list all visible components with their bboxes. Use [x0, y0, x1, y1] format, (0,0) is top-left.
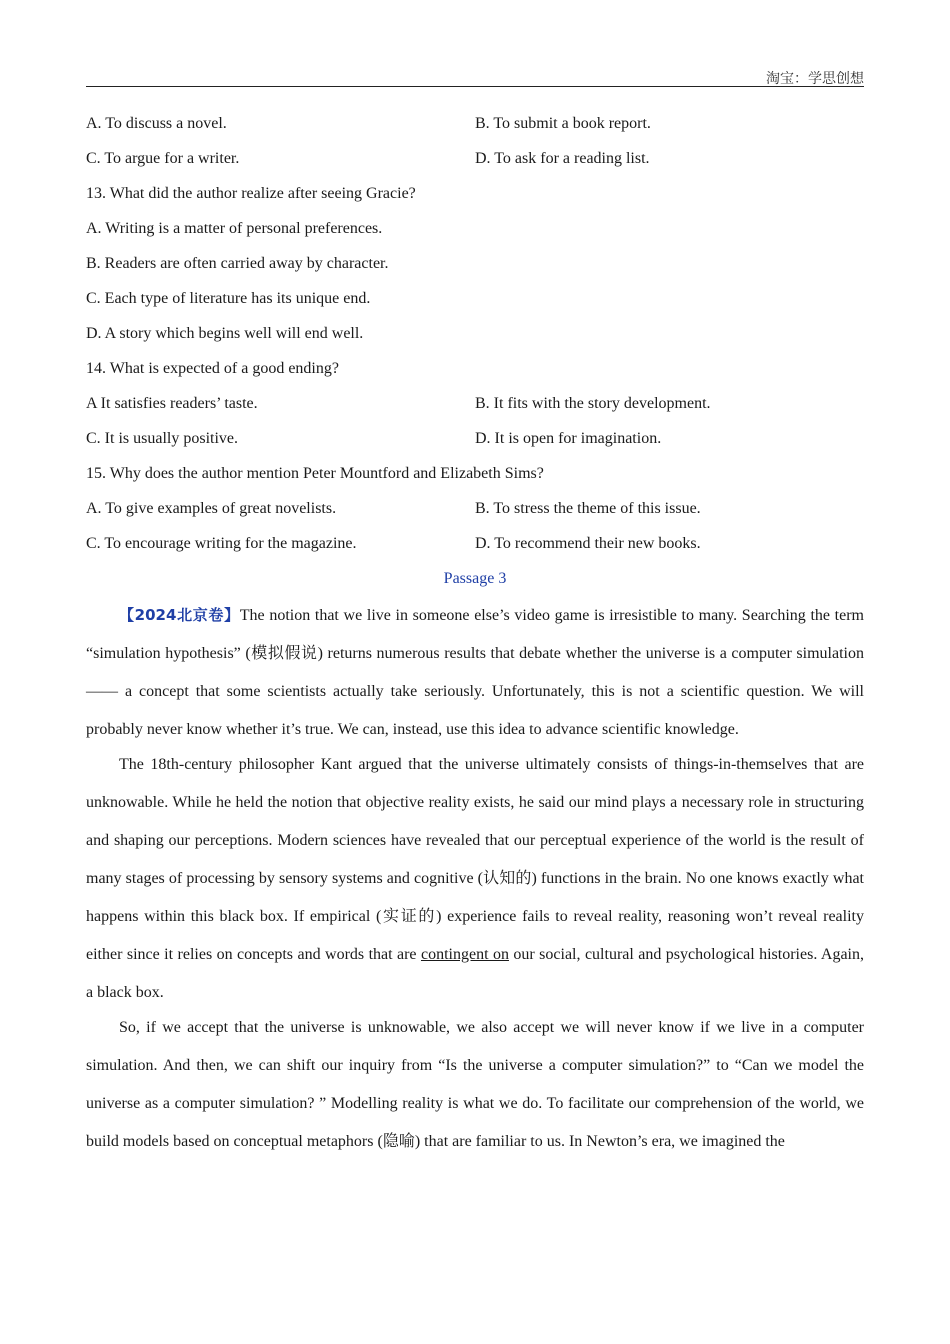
q14-option-d: D. It is open for imagination.	[475, 430, 662, 447]
underlined-phrase: contingent on	[420, 946, 509, 963]
passage-paragraph-2	[86, 746, 864, 1012]
q13-option-b: B. Readers are often carried away by character.	[86, 255, 389, 272]
q12-options-row-1	[86, 106, 864, 141]
q13-option-c: C. Each type of literature has its unique end.	[86, 290, 371, 307]
q15-option-c: C. To encourage writing for the magazine.	[86, 535, 357, 552]
q15-option-b: B. To stress the theme of this issue.	[475, 500, 701, 517]
header-text: 淘宝：学思创想	[766, 71, 864, 87]
q15-options-row-2	[86, 526, 864, 561]
q13-question: 13. What did the author realize after seeing Gracie?	[86, 185, 416, 202]
q12-option-c: C. To argue for a writer.	[86, 150, 240, 167]
q14-option-a: A It satisfies readers’ taste.	[86, 395, 258, 412]
q14-option-c: C. It is usually positive.	[86, 430, 238, 447]
paragraph-2-text-after: our social, cultural and psychological histories. Again, a black box.	[86, 946, 864, 1001]
page-header	[86, 66, 864, 87]
passage-title: Passage 3	[443, 570, 507, 587]
q12-option-b: B. To submit a book report.	[475, 115, 651, 132]
q14-question: 14. What is expected of a good ending?	[86, 360, 339, 377]
passage-paragraph-3	[86, 1009, 864, 1161]
paragraph-3-text: So, if we accept that the universe is unknowable, we also accept we will never know if we live in a computer simulation. And then, we can shift our inquiry from “Is the universe a computer simulation?” to “Can we model the universe as a computer simulation? ” Modelling reality is what we do. To facilitate our comprehension of the world, we build models based on conceptual metaphors (隐喻) that are familiar to us. In Newton’s era, we imagined the	[86, 1019, 864, 1150]
q14-options-row-2	[86, 421, 864, 456]
passage-paragraph-1	[86, 596, 864, 749]
q12-options-row-2	[86, 141, 864, 176]
q13-option-a: A. Writing is a matter of personal preferences.	[86, 220, 383, 237]
q14-options-row-1	[86, 386, 864, 421]
q15-option-d: D. To recommend their new books.	[475, 535, 701, 552]
q12-option-a: A. To discuss a novel.	[86, 115, 227, 132]
q13-option-d: D. A story which begins well will end well.	[86, 325, 364, 342]
q15-option-a: A. To give examples of great novelists.	[86, 500, 337, 517]
q12-option-d: D. To ask for a reading list.	[475, 150, 650, 167]
source-tag: 【2024北京卷】	[119, 606, 240, 624]
q15-question: 15. Why does the author mention Peter Mountford and Elizabeth Sims?	[86, 465, 544, 482]
paragraph-1-text: The notion that we live in someone else’s video game is irresistible to many. Searching the term “simulation hypothesis” (模拟假说) returns numerous results that debate whether the universe is a computer simulation —— a concept that some scientists actually take seriously. Unfortunately, this is not a scientific question. We will probably never know whether it’s true. We can, instead, use this idea to advance scientific knowledge.	[86, 607, 864, 738]
document-body	[86, 106, 864, 1161]
paragraph-2-text-before: The 18th-century philosopher Kant argued that the universe ultimately consists of things-in-themselves that are unknowable. While he held the notion that objective reality exists, he said our mind plays a necessary role in structuring and shaping our perceptions. Modern sciences have revealed that our perceptual experience of the world is the result of many stages of processing by sensory systems and cognitive (认知的) functions in the brain. No one knows exactly what happens within this black box. If empirical (实证的) experience fails to reveal reality, reasoning won’t reveal reality either since it relies on concepts and words that are	[86, 756, 864, 963]
q15-options-row-1	[86, 491, 864, 526]
q14-option-b: B. It fits with the story development.	[475, 395, 711, 412]
